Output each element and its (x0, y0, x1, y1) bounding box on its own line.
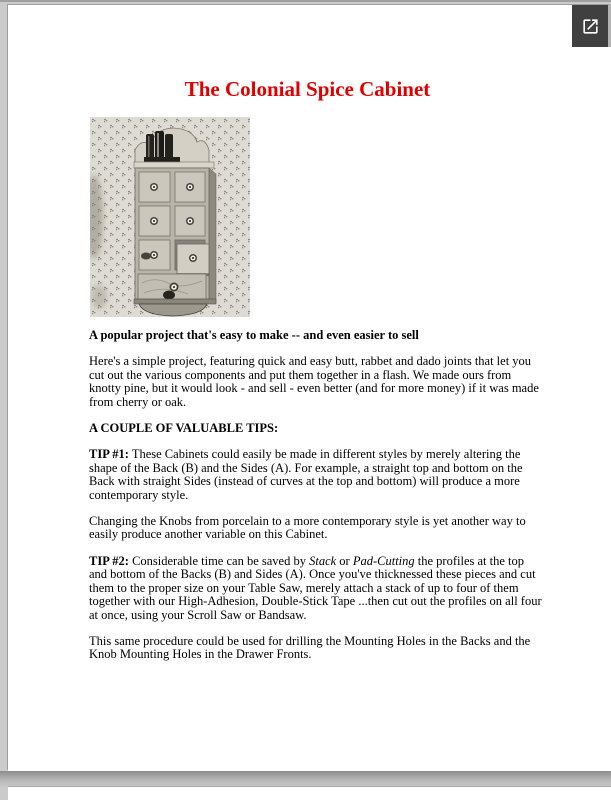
tip2-extra-paragraph: This same procedure could be used for drilling the Mounting Holes in the Backs and the Knob Mounting Holes in the Drawer Fronts. (89, 633, 531, 662)
text-run: the profiles at the top and bottom of the Backs (B) and Sides (A). Once you've thicknessed these pieces and cut them to the proper size on your Table Saw, merely attach a stack of up to four of them together with our High-Adhesion, Double-Stick Tape ...then cut out the profiles on all four at once, using your Scroll Saw or Bandsaw. (89, 553, 542, 622)
spice-cabinet-photo (90, 117, 250, 317)
document-body (8, 5, 611, 662)
tip1-paragraph (89, 448, 544, 502)
tip1-extra-paragraph: Changing the Knobs from porcelain to a more contemporary style is yet another way to easily produce another variable on this Cabinet. (89, 514, 526, 542)
open-in-new-icon (581, 17, 600, 36)
tips-heading: A COUPLE OF VALUABLE TIPS: (89, 421, 279, 436)
text-run: or (336, 553, 353, 568)
document-page-2 (8, 787, 611, 800)
document-page-1 (8, 5, 611, 771)
spice-cabinet-photo-graphic (90, 117, 250, 317)
tip2-paragraph (89, 555, 544, 622)
open-in-new-button[interactable] (572, 5, 608, 47)
viewer-top-edge (0, 0, 611, 2)
text-run-italic: Stack (309, 553, 337, 568)
page-gap (0, 771, 611, 787)
text-run: These Cabinets could easily be made in different styles by merely altering the shape of the Back (B) and the Sides (A). For example, a straight top and bottom on the Back with straight Sides (instead of curves at the top and bottom) will produce a more contemporary style. (89, 447, 523, 502)
tip2-label: TIP #2: (89, 553, 129, 568)
intro-paragraph: Here's a simple project, featuring quick and easy butt, rabbet and dado joints that let you cut out the various components and put them together in a flash. We made ours from knotty pine, but it would look - and sell - even better (and for more money) if it was made from cherry or oak. (89, 354, 539, 409)
page-title: The Colonial Spice Cabinet (184, 77, 431, 101)
tip1-label: TIP #1: (89, 447, 129, 462)
subtitle-heading: A popular project that's easy to make -- and even easier to sell (89, 328, 419, 342)
text-run: Considerable time can be saved by (128, 553, 310, 568)
text-run-italic: Pad-Cutting (352, 553, 415, 568)
